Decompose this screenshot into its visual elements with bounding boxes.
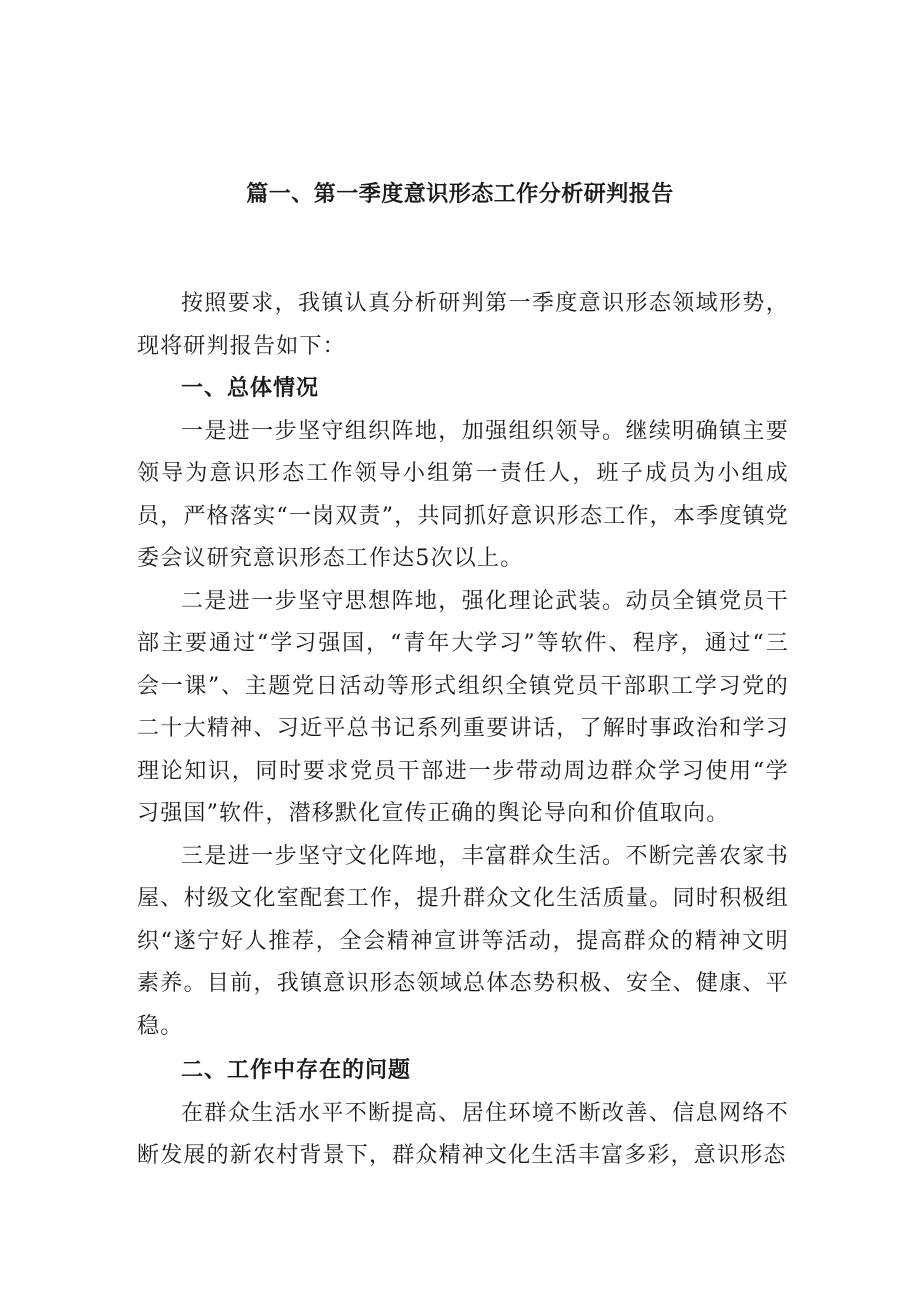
intro-paragraph: 按照要求，我镇认真分析研判第一季度意识形态领域形势，现将研判报告如下： — [137, 291, 789, 359]
document-title: 篇一、第一季度意识形态工作分析研判报告 — [246, 182, 674, 207]
section-1-heading: 一、总体情况 — [181, 376, 320, 401]
section-2-paragraph-1: 在群众生活水平不断提高、居住环境不断改善、信息网络不断发展的新农村背景下，群众精神文化生活丰富多彩，意识形态 — [137, 1100, 789, 1168]
section-1-paragraph-1: 一是进一步坚守组织阵地，加强组织领导。继续明确镇主要领导为意识形态工作领导小组第一责任人，班子成员为小组成员，严格落实“一岗双责”，共同抓好意识形态工作，本季度镇党委会议研究意识形态工作达5次以上。 — [137, 418, 789, 571]
section-2-heading: 二、工作中存在的问题 — [181, 1058, 412, 1083]
document-body — [137, 283, 789, 1178]
section-1-paragraph-3: 三是进一步坚守文化阵地，丰富群众生活。不断完善农家书屋、村级文化室配套工作，提升群众文化生活质量。同时积极组织“遂宁好人推荐，全会精神宣讲等活动，提高群众的精神文明素养。目前，我镇意识形态领域总体态势积极、安全、健康、平稳。 — [137, 843, 789, 1039]
section-1-paragraph-2: 二是进一步坚守思想阵地，强化理论武装。动员全镇党员干部主要通过“学习强国，“青年大学习”等软件、程序，通过“三会一课”、主题党日活动等形式组织全镇党员干部职工学习党的二十大精神、习近平总书记系列重要讲话，了解时事政治和学习理论知识，同时要求党员干部进一步带动周边群众学习使用“学习强国”软件，潜移默化宣传正确的舆论导向和价值取向。 — [137, 588, 789, 826]
